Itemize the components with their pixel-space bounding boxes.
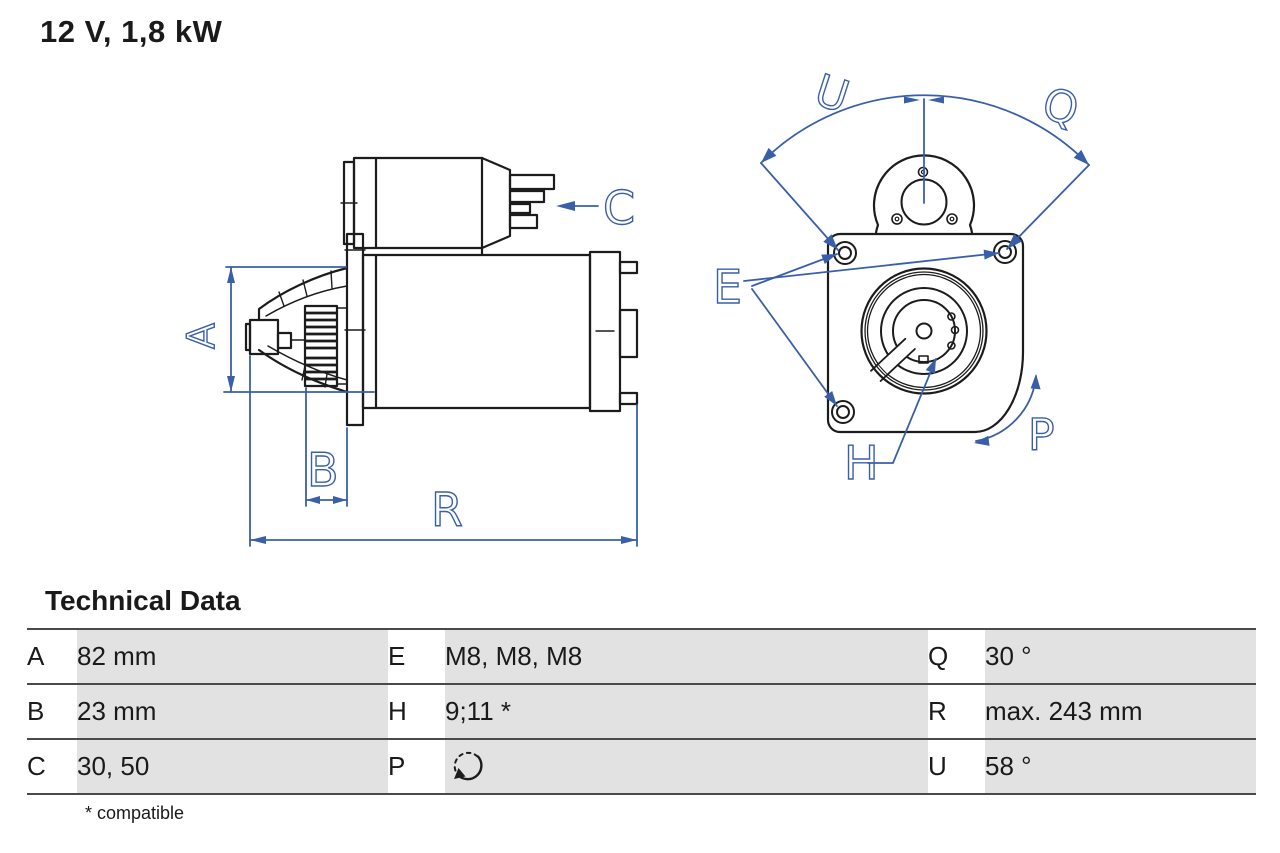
- spec-key: H: [388, 684, 445, 739]
- lever-slot: [871, 339, 915, 381]
- table-row: [27, 684, 1256, 739]
- spec-key: Q: [928, 629, 985, 684]
- spec-value: 30 °: [985, 629, 1256, 684]
- spec-value: [445, 739, 928, 794]
- spec-value: M8, M8, M8: [445, 629, 928, 684]
- spec-key: A: [27, 629, 77, 684]
- dim-label-u: U: [808, 64, 856, 124]
- shaft-detail: [917, 313, 959, 363]
- solenoid-terminals: [510, 175, 554, 228]
- dim-label-q: Q: [1037, 78, 1084, 137]
- spec-key: E: [388, 629, 445, 684]
- technical-data-heading: Technical Data: [45, 585, 241, 616]
- motor-body: [363, 248, 637, 411]
- front-flange-outline: [828, 234, 1023, 432]
- spec-value: 82 mm: [77, 629, 388, 684]
- page-title: 12 V, 1,8 kW: [40, 14, 223, 49]
- solenoid: [341, 158, 510, 248]
- spec-key: C: [27, 739, 77, 794]
- technical-data-section: [0, 585, 1280, 824]
- side-view-drawing: [246, 158, 637, 425]
- spec-value: 23 mm: [77, 684, 388, 739]
- dim-label-r: R: [431, 483, 463, 537]
- front-view-dimensions: [744, 95, 1089, 463]
- spec-value: 9;11 *: [445, 684, 928, 739]
- dim-label-h: H: [844, 436, 879, 490]
- dim-label-p: P: [1028, 410, 1055, 461]
- spec-value: 30, 50: [77, 739, 388, 794]
- footnote: * compatible: [85, 803, 185, 823]
- dimension-C: [556, 201, 598, 211]
- pinion-gear: [246, 306, 347, 386]
- rotation-ccw-icon: [445, 748, 489, 788]
- dim-label-b: B: [307, 443, 339, 497]
- dim-label-a: A: [179, 323, 223, 349]
- dim-label-c: C: [603, 181, 636, 235]
- bearing-rings: [862, 269, 987, 394]
- spec-key: R: [928, 684, 985, 739]
- spec-value: max. 243 mm: [985, 684, 1256, 739]
- spec-key: B: [27, 684, 77, 739]
- spec-key: P: [388, 739, 445, 794]
- dim-label-e: E: [713, 260, 743, 314]
- table-row: [27, 629, 1256, 684]
- technical-data-table: [27, 628, 1256, 795]
- front-view-drawing: [828, 155, 1023, 432]
- spec-value: 58 °: [985, 739, 1256, 794]
- mounting-flange-plate: [345, 234, 365, 425]
- table-row: [27, 739, 1256, 794]
- spec-key: U: [928, 739, 985, 794]
